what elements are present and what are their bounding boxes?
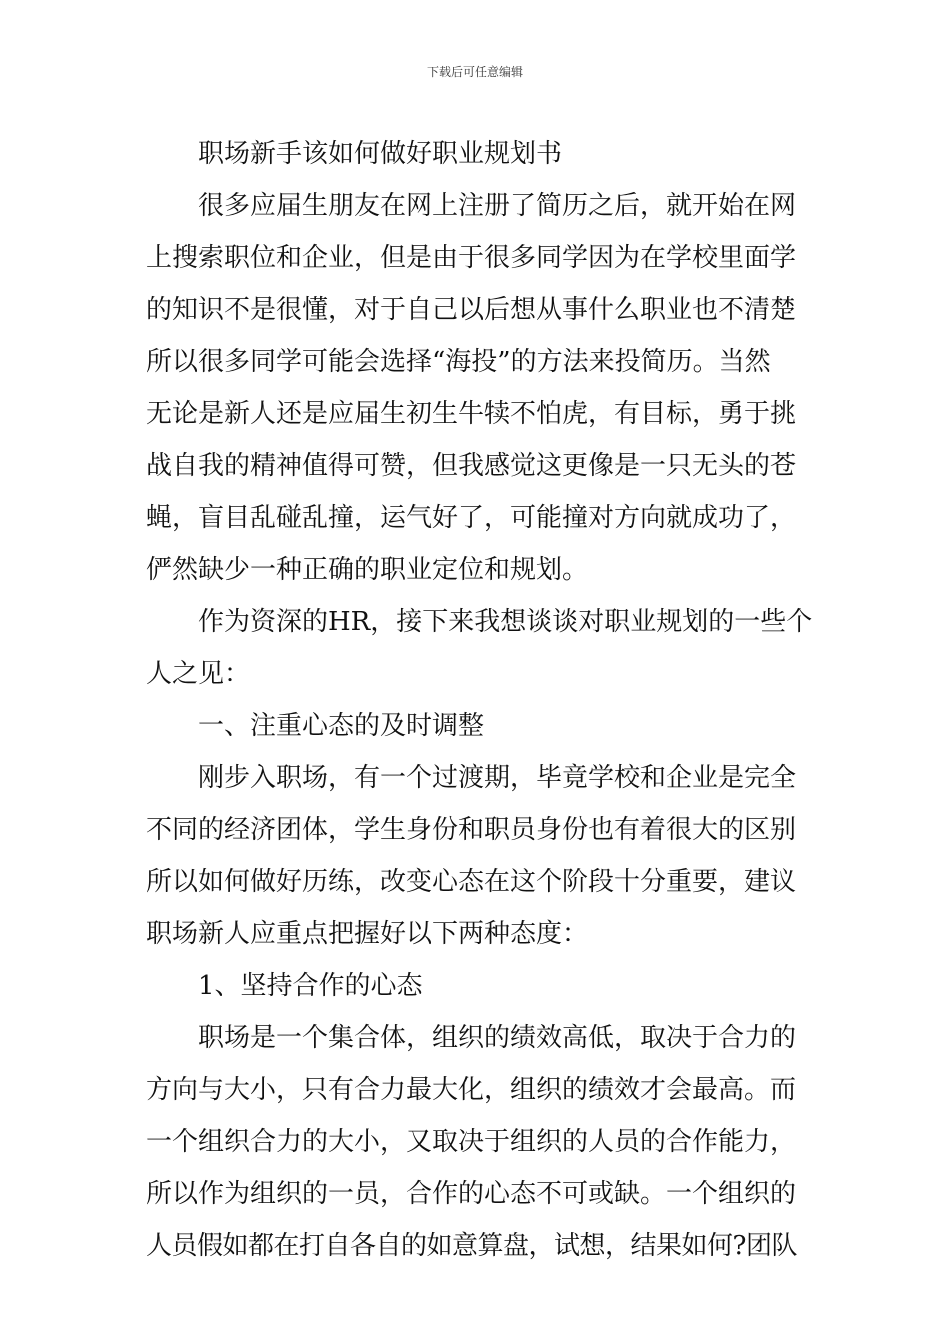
paragraph-line: 蝇，盲目乱碰乱撞，运气好了，可能撞对方向就成功了，: [146, 503, 797, 533]
paragraph-line: 很多应届生朋友在网上注册了简历之后，就开始在网: [198, 191, 797, 221]
paragraph-line: 所以如何做好历练，改变心态在这个阶段十分重要，建议: [146, 867, 797, 897]
paragraph-line: 人之见：: [146, 659, 251, 689]
subsection-heading: 1、坚持合作的心态: [198, 971, 423, 1001]
paragraph-line: 职场是一个集合体，组织的绩效高低，取决于合力的: [198, 1023, 797, 1053]
section-heading: 一、注重心态的及时调整: [198, 711, 485, 741]
paragraph-line: 不同的经济团体，学生身份和职员身份也有着很大的区别: [146, 815, 797, 845]
document-body: [146, 128, 813, 1272]
paragraph-intro: [146, 180, 808, 596]
page-header-note: 下载后可任意编辑: [426, 65, 523, 79]
document-title: 职场新手该如何做好职业规划书: [198, 139, 563, 169]
paragraph-cooperation: [146, 1012, 808, 1272]
paragraph-line: 上搜索职位和企业，但是由于很多同学因为在学校里面学: [146, 243, 797, 273]
paragraph-line: 俨然缺少一种正确的职业定位和规划。: [146, 555, 589, 585]
paragraph-line: 作为资深的HR，接下来我想谈谈对职业规划的一些个: [198, 607, 813, 637]
paragraph-line: 所以很多同学可能会选择“海投”的方法来投简历。当然: [146, 347, 771, 377]
paragraph-hr-opinion: [146, 596, 813, 700]
paragraph-line: 所以作为组织的一员，合作的心态不可或缺。一个组织的: [146, 1179, 797, 1209]
paragraph-line: 职场新人应重点把握好以下两种态度：: [146, 919, 589, 949]
paragraph-line: 方向与大小，只有合力最大化，组织的绩效才会最高。而: [146, 1075, 797, 1105]
paragraph-line: 无论是新人还是应届生初生牛犊不怕虎，有目标，勇于挑: [146, 399, 797, 429]
paragraph-line: 的知识不是很懂，对于自己以后想从事什么职业也不清楚: [146, 295, 797, 325]
paragraph-line: 一个组织合力的大小，又取决于组织的人员的合作能力，: [146, 1127, 797, 1157]
paragraph-transition: [146, 752, 808, 960]
paragraph-line: 刚步入职场，有一个过渡期，毕竟学校和企业是完全: [198, 763, 797, 793]
paragraph-line: 人员假如都在打自各自的如意算盘，试想，结果如何?团队: [146, 1231, 797, 1261]
paragraph-line: 战自我的精神值得可赞，但我感觉这更像是一只无头的苍: [146, 451, 797, 481]
